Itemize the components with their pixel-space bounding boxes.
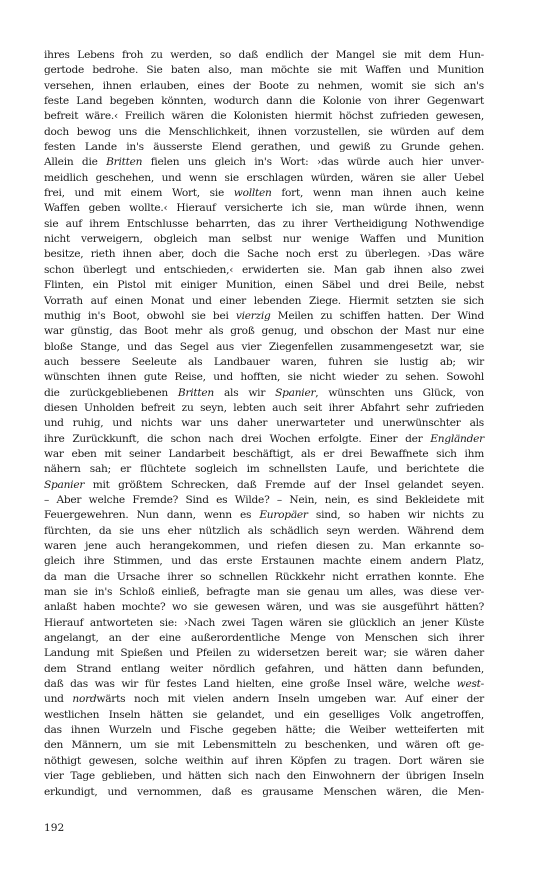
text-run: frei, und mit einem Wort, sie (44, 187, 234, 200)
text-run: nöthigt gewesen, solche weithin auf ihren Köpfen zu tragen. Dort wären sie (44, 754, 484, 767)
text-run: – Aber welche Fremde? Sind es Wilde? – Nein, nein, es sind Bekleidete mit (44, 493, 484, 506)
italic-text: nord (72, 693, 97, 706)
text-line (44, 416, 484, 431)
text-run: nicht verweigern, obgleich man selbst nur wenige Waffen und Munition (44, 233, 484, 246)
text-run: mit größtem Schrecken, daß Fremde auf der Insel gelandet seyen. (84, 478, 484, 491)
italic-text: wollten (233, 187, 272, 200)
italic-text: Spanier (275, 386, 316, 399)
text-run: wärts noch mit vielen andern Inseln umgeben war. Auf einer der (96, 693, 484, 706)
text-line (44, 631, 484, 646)
text-line (44, 48, 484, 63)
italic-text: Europäer (259, 509, 308, 522)
text-line (44, 309, 484, 324)
text-run: Meilen zu schiffen hatten. Der Wind (270, 309, 484, 322)
text-run: feste Land begeben könnten, wodurch dann die Kolonie von ihrer Gegenwart (44, 95, 484, 108)
italic-text: Britten (106, 156, 143, 169)
text-run: die zurückgebliebenen (44, 386, 178, 399)
text-line (44, 432, 484, 447)
text-run: Allein die (44, 156, 107, 169)
text-run: auch bessere Seeleute als Landbauer waren, fuhren sie lustig ab; wir (44, 355, 484, 368)
text-line (44, 769, 484, 784)
text-line (44, 186, 484, 201)
text-line (44, 247, 484, 262)
text-line (44, 94, 484, 109)
text-line (44, 79, 484, 94)
text-line (44, 462, 484, 477)
text-run: diesen Unholden befreit zu seyn, lebten auch seit ihrer Abfahrt sehr zufrieden (44, 401, 484, 414)
italic-text: Britten (177, 386, 214, 399)
text-run: gertode bedrohe. Sie baten also, man möchte sie mit Waffen und Munition (44, 64, 484, 77)
text-line (44, 278, 484, 293)
text-line (44, 447, 484, 462)
text-run: dem Strand entlang weiter nördlich gefahren, und hätten dann befunden, (44, 662, 484, 675)
text-line (44, 646, 484, 661)
text-run: versehen, ihnen erlauben, eines der Boote zu nehmen, womit sie sich an's (44, 79, 484, 92)
text-run: festen Lande in's äusserste Elend gerathen, und gewiß zu Grunde gehen. (44, 141, 484, 154)
text-run: ihre Zurückkunft, die schon nach drei Wochen erfolgte. Einer der (44, 432, 431, 445)
text-run: waren jene auch herangekommen, und riefen diesen zu. Man erkannte so- (44, 540, 484, 552)
text-run: meidlich geschehen, und wenn sie erschlagen würden, wären sie aller Uebel (44, 171, 484, 184)
text-line (44, 662, 484, 677)
text-run: fürchten, da sie uns eher nützlich als schädlich seyn werden. Während dem (44, 524, 484, 537)
text-line (44, 63, 484, 78)
italic-text: west (456, 678, 481, 691)
page-number: 192 (44, 822, 65, 834)
text-line (44, 508, 484, 523)
text-line (44, 232, 484, 247)
text-run: nähern sah; er flüchtete sogleich im schnellsten Laufe, und berichtete die (44, 463, 484, 476)
text-run: fielen uns gleich in's Wort: ›das würde auch hier unver- (142, 156, 484, 169)
text-line (44, 171, 484, 186)
text-run: fort, wenn man ihnen auch keine (271, 187, 484, 200)
text-line (44, 401, 484, 416)
italic-text: Spanier (44, 478, 85, 491)
text-run: Vorrath auf einen Monat und einer lebenden Ziege. Hiermit setzten sie sich (44, 294, 484, 307)
text-line (44, 600, 484, 615)
text-line (44, 201, 484, 216)
text-run: und ruhig, und nichts war uns daher unerwarteter und unerwünschter als (44, 417, 484, 430)
text-run: schon überlegt und entschieden,‹ erwiderten sie. Man gab ihnen also zwei (44, 263, 484, 276)
text-run: angelangt, an der eine außerordentliche Menge von Menschen sich ihrer (44, 632, 484, 645)
italic-text: vierzig (235, 309, 271, 322)
text-line (44, 217, 484, 232)
text-line (44, 723, 484, 738)
text-line (44, 370, 484, 385)
text-run: wünschten ihnen gute Reise, und hofften, sie nicht wieder zu sehen. Sowohl (44, 371, 484, 384)
text-line (44, 677, 484, 692)
text-run: Waffen geben wollte.‹ Hierauf versicherte ich sie, man würde ihnen, wenn (44, 202, 484, 215)
text-run: den Männern, um sie mit Lebensmitteln zu beschenken, und wären oft ge- (44, 739, 484, 752)
text-run: sie auf ihrem Entschlusse beharrten, das zu ihrer Vertheidigung Nothwendige (44, 217, 484, 230)
text-run: befreit wäre.‹ Freilich wären die Kolonisten hiermit höchst zufrieden gewesen, (44, 110, 484, 123)
text-line (44, 324, 484, 339)
text-run: doch bewog uns die Menschlichkeit, ihnen vorzustellen, sie würden auf dem (44, 125, 484, 138)
text-run: vier Tage geblieben, und hätten sich nach den Einwohnern der übrigen Inseln (44, 770, 484, 783)
text-line (44, 355, 484, 370)
text-run: , wünschten uns Glück, von (315, 386, 485, 399)
text-line (44, 125, 484, 140)
text-run: sind, so haben wir nichts zu (307, 509, 484, 522)
text-run: besitze, rieth ihnen aber, doch die Sache noch erst zu überlegen. ›Das wäre (44, 248, 484, 261)
text-run: Landung mit Spießen und Pfeilen zu widersetzen bereit war; sie wären daher (44, 647, 484, 660)
text-run: man sie in's Schloß einließ, befragte man sie genau um alles, was diese ver- (44, 586, 484, 599)
text-line (44, 109, 484, 124)
text-line (44, 554, 484, 569)
text-line (44, 585, 484, 600)
text-line (44, 386, 484, 401)
text-run: bloße Stange, und das Segel aus vier Ziegenfellen zusammengesetzt war, sie (44, 340, 484, 353)
text-line (44, 708, 484, 723)
text-line (44, 140, 484, 155)
text-line (44, 738, 484, 753)
text-run: war eben mit seiner Landarbeit beschäftigt, als er drei Bewaffnete sich ihm (44, 447, 484, 460)
text-line (44, 478, 484, 493)
text-line (44, 524, 484, 539)
text-line (44, 155, 484, 170)
text-line (44, 493, 484, 508)
text-run: - (480, 678, 484, 691)
text-run: Hierauf antworteten sie: ›Nach zwei Tagen wären sie glücklich an jener Küste (44, 616, 484, 629)
text-run: als wir (214, 386, 276, 399)
text-line (44, 340, 484, 355)
text-run: Feuergewehren. Nun dann, wenn es (44, 509, 260, 522)
text-run: und (44, 693, 73, 706)
text-run: ihres Lebens froh zu werden, so daß endlich der Mangel sie mit dem Hun- (44, 49, 484, 61)
text-run: das ihnen Wurzeln und Fische gegeben hätte; die Weiber wetteiferten mit (44, 724, 484, 737)
text-line (44, 692, 484, 707)
text-line (44, 263, 484, 278)
text-run: anlaßt haben mochte? wo sie gewesen wären, und was sie ausgeführt hätten? (44, 601, 484, 614)
text-run: erkundigt, und vernommen, daß es grausame Menschen wären, die Men- (44, 785, 484, 798)
text-line (44, 570, 484, 585)
text-line (44, 539, 484, 554)
text-run: gleich ihre Stimmen, und das erste Erstaunen machte einem andern Platz, (44, 555, 484, 568)
text-run: da man die Ursache ihrer so schnellen Rückkehr nicht errathen konnte. Ehe (44, 570, 484, 583)
italic-text: Engländer (430, 432, 484, 445)
text-line (44, 616, 484, 631)
text-run: westlichen Inseln hätten sie gelandet, und ein geselliges Volk angetroffen, (44, 708, 484, 721)
text-run: Flinten, ein Pistol mit einiger Munition, einen Säbel und drei Beile, nebst (44, 279, 484, 292)
body-text (44, 48, 484, 800)
text-run: war günstig, das Boot mehr als groß genug, und obschon der Mast nur eine (44, 325, 484, 338)
text-line (44, 754, 484, 769)
text-run: daß das was wir für festes Land hielten, eine große Insel wäre, welche (44, 678, 457, 691)
text-line (44, 785, 484, 800)
text-line (44, 294, 484, 309)
text-run: muthig in's Boot, obwohl sie bei (44, 309, 236, 322)
